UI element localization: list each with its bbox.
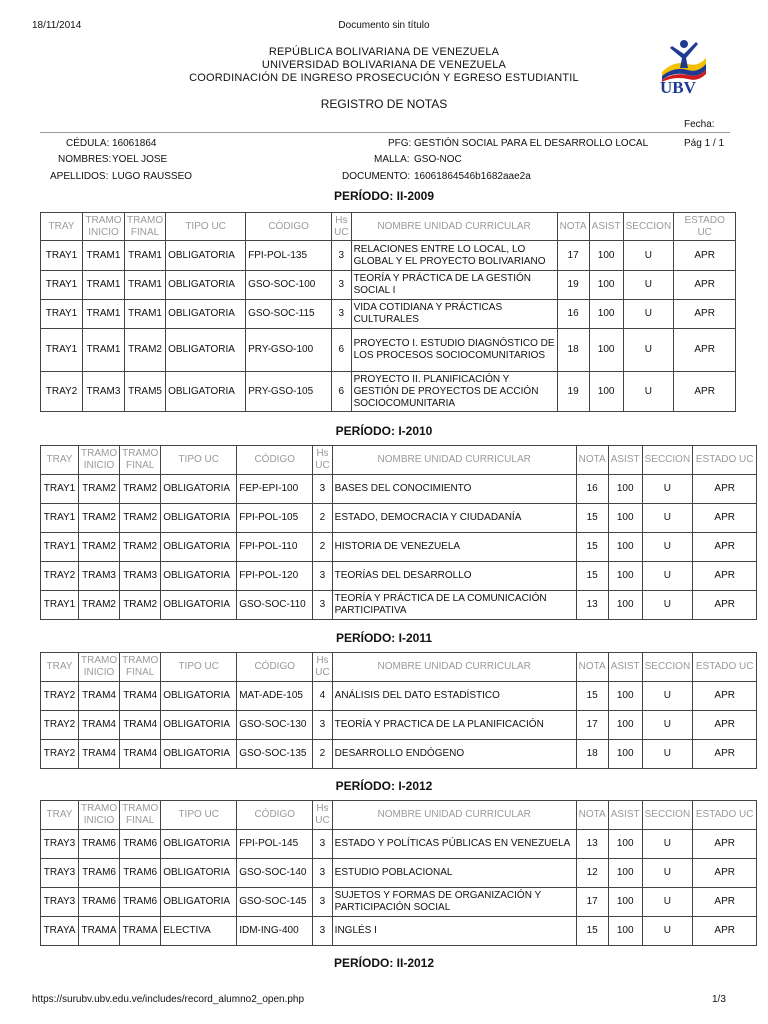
table-cell: 3 xyxy=(313,859,332,888)
column-header: NOMBRE UNIDAD CURRICULAR xyxy=(332,653,576,682)
ubv-logo-text: UBV xyxy=(660,78,696,97)
table-cell: 100 xyxy=(608,562,642,591)
column-header: TRAMO INICIO xyxy=(83,213,125,241)
table-cell: 3 xyxy=(313,562,332,591)
table-cell: 15 xyxy=(576,504,608,533)
table-row xyxy=(41,711,757,740)
table-cell: TRAM2 xyxy=(125,329,166,372)
table-cell: 100 xyxy=(589,372,623,412)
table-cell: U xyxy=(623,329,674,372)
column-header: SECCION xyxy=(623,213,674,241)
table-cell: 15 xyxy=(576,682,608,711)
table-cell: ESTUDIO POBLACIONAL xyxy=(332,859,576,888)
table-cell: APR xyxy=(674,300,736,329)
table-cell: HISTORIA DE VENEZUELA xyxy=(332,533,576,562)
table-cell: TRAM4 xyxy=(79,740,120,769)
apellidos-label: APELLIDOS: xyxy=(50,171,109,182)
table-cell: FPI-POL-105 xyxy=(237,504,313,533)
table-cell: 3 xyxy=(332,300,351,329)
column-header: TRAMO FINAL xyxy=(125,213,166,241)
table-cell: APR xyxy=(693,830,757,859)
table-cell: U xyxy=(642,888,693,917)
table-cell: 100 xyxy=(608,504,642,533)
column-header: NOMBRE UNIDAD CURRICULAR xyxy=(332,801,576,830)
table-cell: 100 xyxy=(608,711,642,740)
table-cell: 100 xyxy=(608,475,642,504)
table-cell: FPI-POL-145 xyxy=(237,830,313,859)
document-title: Documento sin título xyxy=(338,20,430,31)
table-cell: ESTADO, DEMOCRACIA Y CIUDADANÍA xyxy=(332,504,576,533)
table-cell: TRAM6 xyxy=(79,888,120,917)
table-cell: GSO-SOC-145 xyxy=(237,888,313,917)
table-cell: OBLIGATORIA xyxy=(161,591,237,620)
table-row xyxy=(41,475,757,504)
table-row xyxy=(41,830,757,859)
nombres-label: NOMBRES: xyxy=(58,154,112,165)
table-cell: TRAY1 xyxy=(41,504,79,533)
table-cell: 17 xyxy=(576,711,608,740)
table-cell: APR xyxy=(674,241,736,271)
table-cell: TRAM5 xyxy=(125,372,166,412)
column-header: TIPO UC xyxy=(161,653,237,682)
table-cell: TRAM3 xyxy=(83,372,125,412)
table-cell: 100 xyxy=(589,271,623,300)
table-cell: TRAM1 xyxy=(83,271,125,300)
column-header: SECCION xyxy=(642,801,693,830)
table-cell: GSO-SOC-100 xyxy=(246,271,332,300)
table-cell: 3 xyxy=(313,475,332,504)
table-cell: GSO-SOC-135 xyxy=(237,740,313,769)
table-cell: 15 xyxy=(576,562,608,591)
table-cell: 100 xyxy=(608,740,642,769)
table-cell: U xyxy=(642,711,693,740)
table-cell: 100 xyxy=(589,241,623,271)
column-header: TRAMO FINAL xyxy=(120,446,161,475)
table-cell: 17 xyxy=(557,241,589,271)
grades-table xyxy=(40,652,757,769)
column-header: TIPO UC xyxy=(161,446,237,475)
table-cell: TRAM3 xyxy=(120,562,161,591)
table-cell: APR xyxy=(674,329,736,372)
table-cell: 12 xyxy=(576,859,608,888)
table-cell: TRAY2 xyxy=(41,682,79,711)
table-cell: GSO-SOC-140 xyxy=(237,859,313,888)
table-cell: TRAM6 xyxy=(120,859,161,888)
table-cell: APR xyxy=(693,504,757,533)
column-header: SECCION xyxy=(642,446,693,475)
apellidos-value: LUGO RAUSSEO xyxy=(112,171,193,182)
table-cell: U xyxy=(623,241,674,271)
column-header: SECCION xyxy=(642,653,693,682)
table-cell: TRAM2 xyxy=(120,533,161,562)
table-cell: PROYECTO I. ESTUDIO DIAGNÓSTICO DE LOS PROCESOS SOCIOCOMUNITARIOS xyxy=(351,329,557,372)
table-cell: IDM-ING-400 xyxy=(237,917,313,946)
table-cell: PROYECTO II. PLANIFICACIÓN Y GESTIÓN DE PROYECTOS DE ACCIÓN SOCIOCOMUNITARIA xyxy=(351,372,557,412)
table-row xyxy=(41,888,757,917)
table-cell: TRAM4 xyxy=(120,740,161,769)
column-header: TRAMO FINAL xyxy=(120,801,161,830)
table-cell: U xyxy=(623,372,674,412)
table-cell: 100 xyxy=(608,533,642,562)
table-cell: TRAM4 xyxy=(120,682,161,711)
table-cell: VIDA COTIDIANA Y PRÁCTICAS CULTURALES xyxy=(351,300,557,329)
table-cell: PRY-GSO-105 xyxy=(246,372,332,412)
table-cell: 100 xyxy=(608,682,642,711)
table-row xyxy=(41,682,757,711)
table-cell: TRAM2 xyxy=(120,591,161,620)
page-title: REGISTRO DE NOTAS xyxy=(320,97,448,111)
table-cell: TRAM1 xyxy=(83,300,125,329)
documento-value: 16061864546b1682aae2a xyxy=(414,171,531,182)
table-cell: 100 xyxy=(608,859,642,888)
table-cell: 2 xyxy=(313,533,332,562)
table-cell: TRAM1 xyxy=(125,241,166,271)
table-header-row xyxy=(41,446,757,475)
page-url[interactable]: https://surubv.ubv.edu.ve/includes/record_alumno2_open.php xyxy=(32,994,305,1005)
period-heading: PERÍODO: I-2011 xyxy=(335,631,433,645)
column-header: TRAY xyxy=(41,213,83,241)
table-cell: TRAY3 xyxy=(41,859,79,888)
table-cell: TRAM2 xyxy=(79,504,120,533)
table-row xyxy=(41,300,736,329)
table-cell: U xyxy=(642,682,693,711)
table-cell: APR xyxy=(693,888,757,917)
table-cell: TRAM1 xyxy=(83,329,125,372)
table-cell: TRAM1 xyxy=(83,241,125,271)
table-row xyxy=(41,271,736,300)
column-header: Hs UC xyxy=(313,446,332,475)
table-cell: U xyxy=(623,271,674,300)
table-cell: TEORÍA Y PRACTICA DE LA PLANIFICACIÓN xyxy=(332,711,576,740)
table-cell: OBLIGATORIA xyxy=(161,475,237,504)
table-cell: TRAYA xyxy=(41,917,79,946)
table-cell: 19 xyxy=(557,271,589,300)
table-cell: 100 xyxy=(608,591,642,620)
period-heading: PERÍODO: II-2009 xyxy=(333,189,435,203)
column-header: ASIST xyxy=(608,801,642,830)
column-header: ASIST xyxy=(589,213,623,241)
page-of: Pág 1 / 1 xyxy=(684,138,725,149)
column-header: TRAMO INICIO xyxy=(79,801,120,830)
table-cell: APR xyxy=(693,859,757,888)
table-row xyxy=(41,740,757,769)
table-cell: 2 xyxy=(313,740,332,769)
table-cell: TRAY3 xyxy=(41,830,79,859)
header-line-1: REPÚBLICA BOLIVARIANA DE VENEZUELA xyxy=(268,46,500,58)
column-header: NOTA xyxy=(557,213,589,241)
table-cell: OBLIGATORIA xyxy=(166,271,246,300)
column-header: ESTADO UC xyxy=(693,801,757,830)
table-cell: TRAY1 xyxy=(41,533,79,562)
table-cell: OBLIGATORIA xyxy=(161,562,237,591)
table-cell: TRAM4 xyxy=(79,682,120,711)
table-cell: OBLIGATORIA xyxy=(161,830,237,859)
documento-label: DOCUMENTO: xyxy=(342,171,411,182)
table-cell: TRAM2 xyxy=(120,504,161,533)
table-cell: TRAY2 xyxy=(41,372,83,412)
grades-table xyxy=(40,212,736,412)
grades-table xyxy=(40,800,757,946)
column-header: NOMBRE UNIDAD CURRICULAR xyxy=(332,446,576,475)
table-cell: ESTADO Y POLÍTICAS PÚBLICAS EN VENEZUELA xyxy=(332,830,576,859)
table-cell: FEP-EPI-100 xyxy=(237,475,313,504)
fecha-label: Fecha: xyxy=(684,119,715,130)
table-cell: TRAM6 xyxy=(79,859,120,888)
column-header: NOTA xyxy=(576,801,608,830)
period-heading: PERÍODO: I-2010 xyxy=(335,424,433,438)
table-cell: APR xyxy=(674,271,736,300)
table-cell: APR xyxy=(693,591,757,620)
table-cell: TRAY2 xyxy=(41,562,79,591)
ubv-logo-icon xyxy=(654,38,710,82)
table-cell: OBLIGATORIA xyxy=(161,533,237,562)
table-cell: TRAY1 xyxy=(41,591,79,620)
table-cell: 18 xyxy=(557,329,589,372)
pfg-label: PFG: xyxy=(388,138,412,149)
column-header: NOTA xyxy=(576,653,608,682)
table-cell: 19 xyxy=(557,372,589,412)
table-cell: 100 xyxy=(589,300,623,329)
cedula-label: CÉDULA: xyxy=(66,138,110,149)
column-header: NOTA xyxy=(576,446,608,475)
table-cell: TRAM2 xyxy=(79,475,120,504)
table-cell: U xyxy=(642,504,693,533)
table-cell: TEORÍA Y PRÁCTICA DE LA COMUNICACIÓN PARTICIPATIVA xyxy=(332,591,576,620)
column-header: TRAY xyxy=(41,801,79,830)
table-cell: U xyxy=(642,917,693,946)
table-cell: GSO-SOC-110 xyxy=(237,591,313,620)
table-cell: U xyxy=(642,591,693,620)
print-date: 18/11/2014 xyxy=(32,20,82,31)
column-header: TRAY xyxy=(41,446,79,475)
table-cell: APR xyxy=(693,740,757,769)
table-cell: TRAM2 xyxy=(79,591,120,620)
table-cell: APR xyxy=(674,372,736,412)
table-cell: TEORÍAS DEL DESARROLLO xyxy=(332,562,576,591)
table-row xyxy=(41,859,757,888)
table-cell: APR xyxy=(693,682,757,711)
table-cell: TEORÍA Y PRÁCTICA DE LA GESTIÓN SOCIAL I xyxy=(351,271,557,300)
column-header: ESTADO UC xyxy=(693,446,757,475)
table-cell: 100 xyxy=(608,888,642,917)
table-cell: 15 xyxy=(576,917,608,946)
table-cell: OBLIGATORIA xyxy=(166,241,246,271)
table-cell: 3 xyxy=(313,888,332,917)
malla-value: GSO-NOC xyxy=(414,154,462,165)
table-cell: FPI-POL-110 xyxy=(237,533,313,562)
column-header: TRAY xyxy=(41,653,79,682)
column-header: Hs UC xyxy=(313,653,332,682)
table-cell: TRAM1 xyxy=(125,271,166,300)
table-row xyxy=(41,562,757,591)
table-cell: FPI-POL-120 xyxy=(237,562,313,591)
table-cell: 3 xyxy=(332,271,351,300)
table-cell: SUJETOS Y FORMAS DE ORGANIZACIÓN Y PARTICIPACIÓN SOCIAL xyxy=(332,888,576,917)
column-header: CÓDIGO xyxy=(237,653,313,682)
column-header: Hs UC xyxy=(332,213,351,241)
column-header: CÓDIGO xyxy=(246,213,332,241)
table-cell: BASES DEL CONOCIMIENTO xyxy=(332,475,576,504)
table-cell: 13 xyxy=(576,591,608,620)
table-cell: TRAM6 xyxy=(79,830,120,859)
table-cell: 3 xyxy=(313,830,332,859)
table-cell: U xyxy=(623,300,674,329)
table-cell: 17 xyxy=(576,888,608,917)
table-cell: TRAM4 xyxy=(120,711,161,740)
table-cell: ANÁLISIS DEL DATO ESTADÍSTICO xyxy=(332,682,576,711)
table-header-row xyxy=(41,653,757,682)
column-header: ASIST xyxy=(608,653,642,682)
table-cell: OBLIGATORIA xyxy=(161,504,237,533)
table-cell: 13 xyxy=(576,830,608,859)
table-cell: TRAY1 xyxy=(41,271,83,300)
column-header: TRAMO INICIO xyxy=(79,653,120,682)
cedula-value: 16061864 xyxy=(112,138,157,149)
table-cell: 100 xyxy=(608,917,642,946)
table-cell: 16 xyxy=(557,300,589,329)
table-cell: TRAY3 xyxy=(41,888,79,917)
table-cell: 15 xyxy=(576,533,608,562)
table-cell: APR xyxy=(693,917,757,946)
nombres-value: YOEL JOSE xyxy=(112,154,168,165)
table-cell: OBLIGATORIA xyxy=(161,888,237,917)
grades-table xyxy=(40,445,757,620)
pfg-value: GESTIÓN SOCIAL PARA EL DESARROLLO LOCAL xyxy=(414,138,649,149)
table-row xyxy=(41,591,757,620)
column-header: TIPO UC xyxy=(161,801,237,830)
table-cell: TRAMA xyxy=(120,917,161,946)
table-cell: OBLIGATORIA xyxy=(161,859,237,888)
table-cell: 2 xyxy=(313,504,332,533)
page-counter: 1/3 xyxy=(712,994,726,1005)
table-row xyxy=(41,372,736,412)
table-cell: TRAM6 xyxy=(120,888,161,917)
table-cell: TRAY1 xyxy=(41,241,83,271)
table-cell: TRAY1 xyxy=(41,329,83,372)
table-cell: TRAM4 xyxy=(79,711,120,740)
table-cell: TRAY1 xyxy=(41,475,79,504)
header-line-3: COORDINACIÓN DE INGRESO PROSECUCIÓN Y EGRESO ESTUDIANTIL xyxy=(189,72,579,84)
period-heading: PERÍODO: I-2012 xyxy=(335,779,433,793)
table-cell: 3 xyxy=(332,241,351,271)
table-cell: U xyxy=(642,740,693,769)
column-header: TRAMO FINAL xyxy=(120,653,161,682)
table-cell: TRAY2 xyxy=(41,740,79,769)
table-cell: 16 xyxy=(576,475,608,504)
table-cell: INGLÉS I xyxy=(332,917,576,946)
table-cell: ELECTIVA xyxy=(161,917,237,946)
table-cell: U xyxy=(642,859,693,888)
table-row xyxy=(41,533,757,562)
table-cell: U xyxy=(642,533,693,562)
table-cell: 4 xyxy=(313,682,332,711)
table-cell: PRY-GSO-100 xyxy=(246,329,332,372)
table-cell: OBLIGATORIA xyxy=(166,329,246,372)
table-cell: RELACIONES ENTRE LO LOCAL, LO GLOBAL Y EL PROYECTO BOLIVARIANO xyxy=(351,241,557,271)
column-header: TIPO UC xyxy=(166,213,246,241)
table-header-row xyxy=(41,801,757,830)
table-cell: U xyxy=(642,830,693,859)
table-cell: OBLIGATORIA xyxy=(161,682,237,711)
column-header: TRAMO INICIO xyxy=(79,446,120,475)
column-header: CÓDIGO xyxy=(237,446,313,475)
table-cell: APR xyxy=(693,533,757,562)
table-cell: 6 xyxy=(332,372,351,412)
table-cell: GSO-SOC-115 xyxy=(246,300,332,329)
table-cell: U xyxy=(642,475,693,504)
table-cell: 100 xyxy=(589,329,623,372)
column-header: ASIST xyxy=(608,446,642,475)
table-cell: APR xyxy=(693,711,757,740)
table-cell: OBLIGATORIA xyxy=(166,300,246,329)
column-header: NOMBRE UNIDAD CURRICULAR xyxy=(351,213,557,241)
malla-label: MALLA: xyxy=(374,154,410,165)
table-cell: FPI-POL-135 xyxy=(246,241,332,271)
table-cell: TRAM3 xyxy=(79,562,120,591)
table-cell: 6 xyxy=(332,329,351,372)
table-cell: TRAY2 xyxy=(41,711,79,740)
table-cell: 3 xyxy=(313,917,332,946)
table-cell: 18 xyxy=(576,740,608,769)
table-cell: TRAY1 xyxy=(41,300,83,329)
table-cell: GSO-SOC-130 xyxy=(237,711,313,740)
column-header: ESTADO UC xyxy=(674,213,736,241)
table-cell: 3 xyxy=(313,711,332,740)
table-row xyxy=(41,917,757,946)
table-cell: TRAMA xyxy=(79,917,120,946)
table-cell: OBLIGATORIA xyxy=(161,711,237,740)
table-cell: MAT-ADE-105 xyxy=(237,682,313,711)
table-cell: U xyxy=(642,562,693,591)
table-header-row xyxy=(41,213,736,241)
table-cell: TRAM2 xyxy=(120,475,161,504)
table-row xyxy=(41,329,736,372)
table-row xyxy=(41,504,757,533)
period-heading: PERÍODO: II-2012 xyxy=(333,956,435,970)
table-cell: TRAM2 xyxy=(79,533,120,562)
divider xyxy=(40,132,730,133)
table-cell: 100 xyxy=(608,830,642,859)
table-cell: APR xyxy=(693,475,757,504)
header-line-2: UNIVERSIDAD BOLIVARIANA DE VENEZUELA xyxy=(261,59,507,71)
column-header: ESTADO UC xyxy=(693,653,757,682)
table-cell: OBLIGATORIA xyxy=(166,372,246,412)
column-header: Hs UC xyxy=(313,801,332,830)
table-cell: TRAM6 xyxy=(120,830,161,859)
table-cell: OBLIGATORIA xyxy=(161,740,237,769)
table-cell: 3 xyxy=(313,591,332,620)
table-cell: TRAM1 xyxy=(125,300,166,329)
table-cell: DESARROLLO ENDÓGENO xyxy=(332,740,576,769)
column-header: CÓDIGO xyxy=(237,801,313,830)
table-cell: APR xyxy=(693,562,757,591)
table-row xyxy=(41,241,736,271)
